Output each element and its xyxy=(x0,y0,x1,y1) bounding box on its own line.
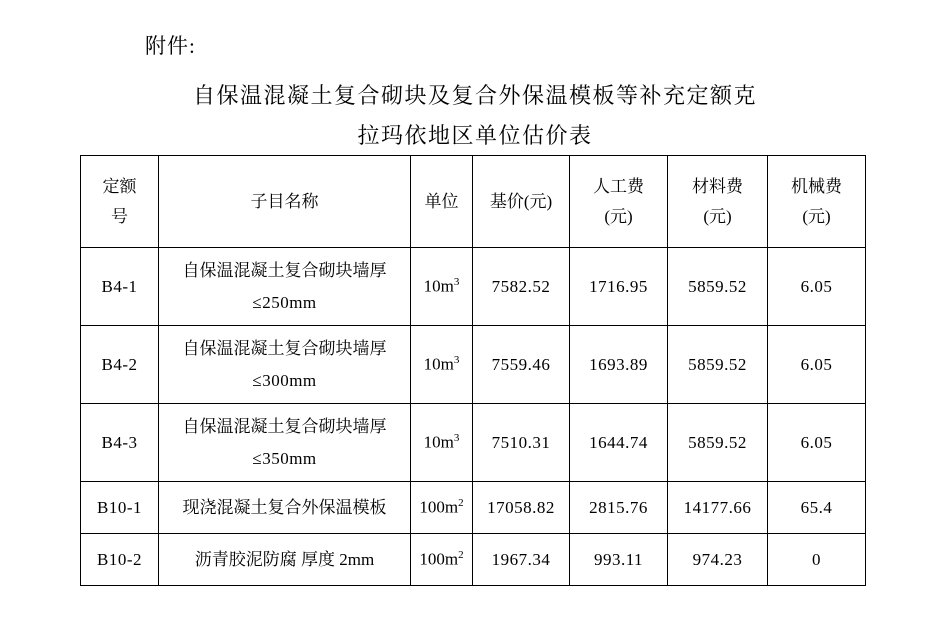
cell-labor-cost: 1644.74 xyxy=(570,404,668,482)
cell-unit xyxy=(411,404,473,482)
cell-unit xyxy=(411,534,473,586)
attachment-label: 附件: xyxy=(145,34,196,58)
cell-labor-cost: 1693.89 xyxy=(570,326,668,404)
cell-name-line-1: 自保温混凝土复合砌块墙厚 xyxy=(182,416,387,436)
cell-name-line-2: ≤300mm xyxy=(252,370,317,390)
cell-code: B4-3 xyxy=(81,404,159,482)
column-header-base-price: 基价(元) xyxy=(473,156,570,248)
cell-unit-exponent: 3 xyxy=(453,354,460,367)
cell-name xyxy=(159,404,411,482)
table-row xyxy=(81,534,866,586)
cell-material-cost: 5859.52 xyxy=(668,404,768,482)
cell-code: B4-2 xyxy=(81,326,159,404)
cell-code: B10-2 xyxy=(81,534,159,586)
cell-base-price: 7510.31 xyxy=(473,404,570,482)
unit-price-table xyxy=(80,155,866,586)
column-header-unit: 单位 xyxy=(411,156,473,248)
cell-name xyxy=(159,482,411,534)
cell-name-line-2: ≤350mm xyxy=(252,448,317,468)
page-title-line-1: 自保温混凝土复合砌块及复合外保温模板等补充定额克 xyxy=(192,83,757,108)
cell-name-line-1: 沥青胶泥防腐 厚度 2mm xyxy=(194,549,375,569)
cell-labor-cost: 2815.76 xyxy=(570,482,668,534)
column-header-material-cost xyxy=(668,156,768,248)
cell-unit-exponent: 3 xyxy=(453,276,460,289)
cell-name xyxy=(159,248,411,326)
column-header-name: 子目名称 xyxy=(159,156,411,248)
table-row xyxy=(81,326,866,404)
cell-unit-value: 100m xyxy=(419,549,459,569)
cell-machine-cost: 65.4 xyxy=(768,482,866,534)
cell-unit xyxy=(411,248,473,326)
cell-labor-cost: 993.11 xyxy=(570,534,668,586)
cell-name-line-1: 自保温混凝土复合砌块墙厚 xyxy=(182,338,387,358)
cell-base-price: 1967.34 xyxy=(473,534,570,586)
table-row xyxy=(81,248,866,326)
cell-machine-cost: 6.05 xyxy=(768,404,866,482)
cell-material-cost: 974.23 xyxy=(668,534,768,586)
cell-name xyxy=(159,326,411,404)
table-body xyxy=(81,248,866,586)
cell-name xyxy=(159,534,411,586)
cell-base-price: 7559.46 xyxy=(473,326,570,404)
column-header-labor-cost-line-2: (元) xyxy=(604,206,633,226)
cell-material-cost: 14177.66 xyxy=(668,482,768,534)
cell-base-price: 17058.82 xyxy=(473,482,570,534)
column-header-machine-cost xyxy=(768,156,866,248)
page-title xyxy=(80,76,870,156)
cell-name-line-1: 自保温混凝土复合砌块墙厚 xyxy=(182,260,387,280)
column-header-machine-cost-line-1: 机械费 xyxy=(791,176,842,196)
cell-unit-value: 10m xyxy=(423,354,454,374)
column-header-code-line-1: 定额 xyxy=(102,176,137,196)
cell-unit-exponent: 2 xyxy=(458,549,464,562)
cell-name-line-1: 现浇混凝土复合外保温模板 xyxy=(182,497,387,517)
column-header-code xyxy=(81,156,159,248)
column-header-labor-cost-line-1: 人工费 xyxy=(593,176,644,196)
column-header-material-cost-line-2: (元) xyxy=(703,206,732,226)
table-row xyxy=(81,404,866,482)
cell-unit-value: 10m xyxy=(423,432,454,452)
page-title-line-2: 拉玛依地区单位估价表 xyxy=(357,123,593,148)
cell-unit-exponent: 2 xyxy=(458,497,464,510)
column-header-material-cost-line-1: 材料费 xyxy=(692,176,743,196)
table-header-row xyxy=(81,156,866,248)
cell-unit xyxy=(411,482,473,534)
cell-unit-exponent: 3 xyxy=(453,432,460,445)
cell-base-price: 7582.52 xyxy=(473,248,570,326)
table-header xyxy=(81,156,866,248)
table-row xyxy=(81,482,866,534)
column-header-labor-cost xyxy=(570,156,668,248)
cell-machine-cost: 6.05 xyxy=(768,248,866,326)
cell-unit xyxy=(411,326,473,404)
cell-name-line-2: ≤250mm xyxy=(252,292,317,312)
cell-code: B4-1 xyxy=(81,248,159,326)
cell-machine-cost: 0 xyxy=(768,534,866,586)
cell-material-cost: 5859.52 xyxy=(668,248,768,326)
column-header-machine-cost-line-2: (元) xyxy=(802,206,831,226)
cell-unit-value: 10m xyxy=(423,276,454,296)
column-header-code-line-2: 号 xyxy=(111,206,128,226)
cell-unit-value: 100m xyxy=(419,497,459,517)
cell-machine-cost: 6.05 xyxy=(768,326,866,404)
cell-code: B10-1 xyxy=(81,482,159,534)
cell-labor-cost: 1716.95 xyxy=(570,248,668,326)
cell-material-cost: 5859.52 xyxy=(668,326,768,404)
